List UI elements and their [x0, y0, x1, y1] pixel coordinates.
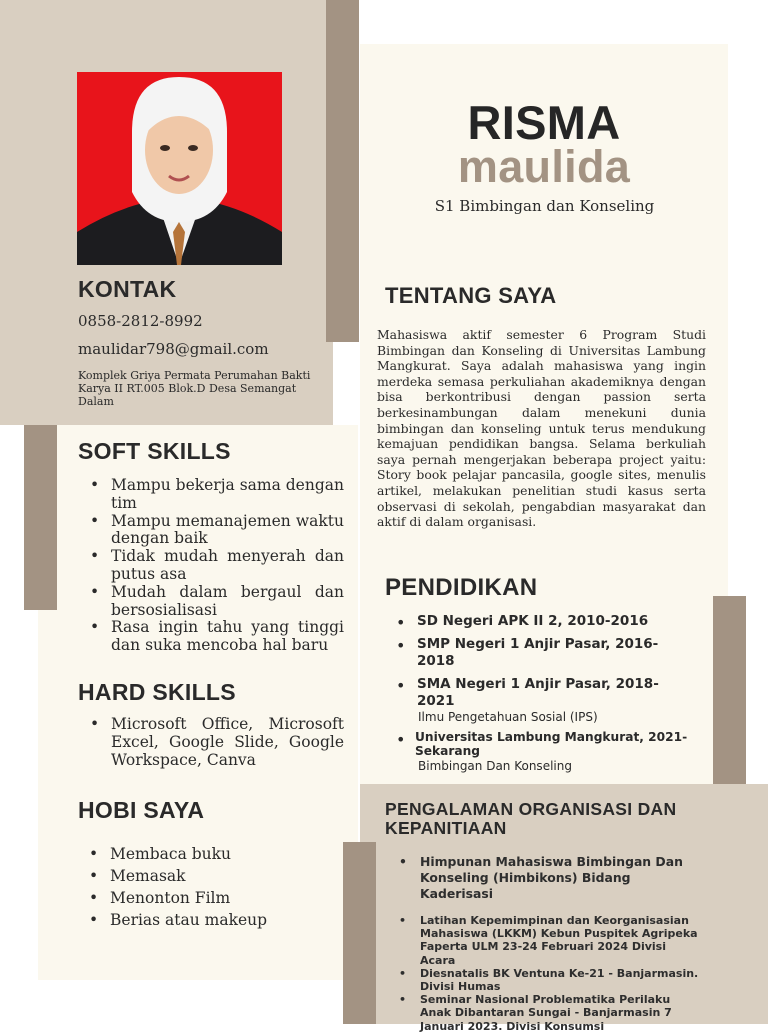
- hobbies-list: [76, 843, 343, 931]
- soft-skills-list: [77, 477, 344, 655]
- accent-bar-bottom: [343, 842, 376, 1024]
- accent-bar-top: [326, 0, 359, 342]
- organization-item: • Himpunan Mahasiswa Bimbingan Dan Konseling (Himbikons) Bidang Kaderisasi: [386, 854, 701, 902]
- contact-phone: 0858-2812-8992: [78, 312, 203, 330]
- education-list: [383, 613, 688, 774]
- list-item: • Tidak mudah menyerah dan putus asa: [77, 548, 344, 584]
- education-detail: Ilmu Pengetahuan Sosial (IPS): [418, 710, 598, 724]
- hobbies-heading: HOBI SAYA: [78, 797, 205, 823]
- organization-item: • Seminar Nasional Problematika Perilaku Anak Dibantaran Sungai - Banjarmasin 7 Januari 2023. Divisi Konsumsi: [386, 993, 701, 1033]
- organization-item: • Diesnatalis BK Ventuna Ke-21 - Banjarmasin. Divisi Humas: [386, 967, 701, 993]
- organization-heading: PENGALAMAN ORGANISASI DAN KEPANITIAAN: [385, 799, 677, 838]
- accent-bar-left: [24, 425, 57, 610]
- contact-heading: KONTAK: [78, 276, 177, 302]
- organization-item: • Latihan Kepemimpinan dan Keorganisasian Mahasiswa (LKKM) Kebun Puspitek Agripeka Faperta ULM 23-24 Februari 2024 Divisi Acara: [386, 914, 701, 967]
- profile-photo: [77, 72, 282, 265]
- list-item: • Microsoft Office, Microsoft Excel, Google Slide, Google Workspace, Canva: [77, 715, 344, 769]
- education-title: • SMP Negeri 1 Anjir Pasar, 2016-2018: [417, 636, 659, 669]
- hard-skills-list: [77, 715, 344, 769]
- about-text: Mahasiswa aktif semester 6 Program Studi Bimbingan dan Konseling di Universitas Lambung Mangkurat. Saya adalah mahasiswa yang ingin merdeka semasa perkuliahan akademiknya dengan bisa berkontribusi dengan passion serta berkesinambungan dalam menekuni dunia bimbingan dan konseling untuk terus mendukung kemajuan pendidikan bangsa. Selama berkuliah saya pernah mengerjakan beberapa project yaitu: Story book pelajar pancasila, google sites, menulis artikel, melakukan penelitian studi kasus serta observasi di sekolah, pengabdian masyarakat dan aktif di dalam organisasi.: [377, 327, 706, 530]
- list-item: • Mudah dalam bergaul dan bersosialisasi: [77, 584, 344, 620]
- education-heading: PENDIDIKAN: [385, 574, 538, 601]
- education-item: [383, 676, 688, 725]
- degree: S1 Bimbingan dan Konseling: [434, 197, 655, 215]
- hard-skills-heading: HARD SKILLS: [78, 679, 236, 705]
- education-item: [383, 636, 688, 670]
- name-last: maulida: [457, 141, 631, 192]
- list-item: • Membaca buku: [76, 843, 343, 865]
- soft-skills-heading: SOFT SKILLS: [78, 438, 231, 464]
- list-item: • Berias atau makeup: [76, 909, 343, 931]
- contact-address: Komplek Griya Permata Perumahan Bakti Karya II RT.005 Blok.D Desa Semangat Dalam: [78, 369, 311, 408]
- list-item: • Menonton Film: [76, 887, 343, 909]
- list-item: • Mampu memanajemen waktu dengan baik: [77, 513, 344, 549]
- education-item: [383, 730, 688, 774]
- list-item: • Mampu bekerja sama dengan tim: [77, 477, 344, 513]
- name-first: RISMA: [467, 96, 621, 149]
- contact-email: maulidar798@gmail.com: [78, 340, 269, 358]
- list-item: • Memasak: [76, 865, 343, 887]
- education-title: • Universitas Lambung Mangkurat, 2021-Sekarang: [415, 730, 688, 758]
- accent-bar-right: [713, 596, 746, 786]
- education-title: • SMA Negeri 1 Anjir Pasar, 2018-2021: [417, 676, 659, 709]
- organization-list: [386, 854, 701, 1033]
- about-heading: TENTANG SAYA: [385, 283, 557, 308]
- list-item: • Rasa ingin tahu yang tinggi dan suka mencoba hal baru: [77, 619, 344, 655]
- education-title: • SD Negeri APK II 2, 2010-2016: [417, 613, 649, 629]
- education-item: [383, 613, 688, 630]
- education-detail: Bimbingan Dan Konseling: [418, 759, 572, 773]
